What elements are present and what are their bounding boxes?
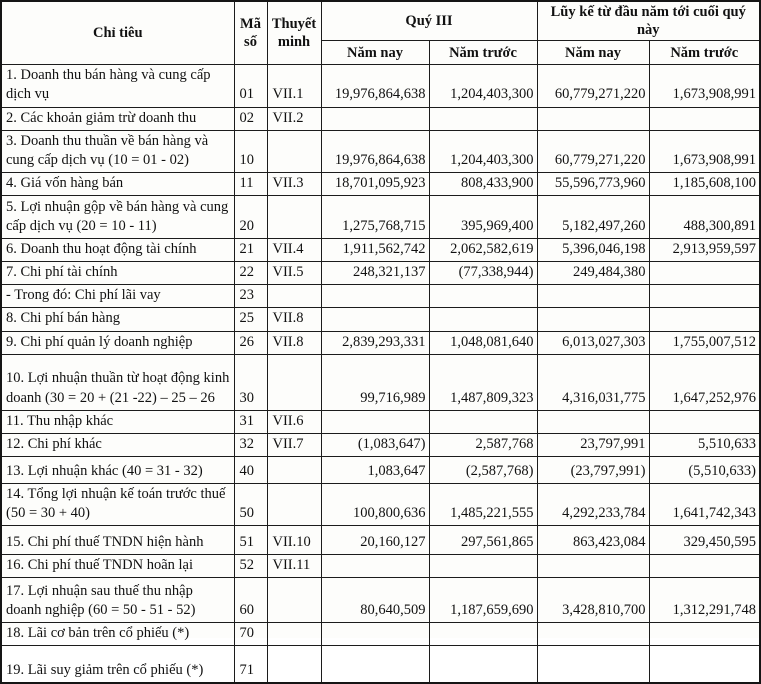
row-note-cell — [267, 196, 321, 239]
row-note-cell: VII.2 — [267, 107, 321, 130]
table-row — [1, 130, 760, 172]
row-note-cell — [267, 623, 321, 646]
row-code-cell: 21 — [234, 239, 267, 262]
ytd-current-year-value-cell: 5,396,046,198 — [537, 239, 649, 262]
ytd-current-year-value-cell: (23,797,991) — [537, 456, 649, 483]
row-code-cell: 30 — [234, 354, 267, 410]
q3-current-year-value-cell: 19,976,864,638 — [321, 65, 429, 107]
ytd-current-year-value-cell: 4,316,031,775 — [537, 354, 649, 410]
header-q3-prior-year: Năm trước — [429, 41, 537, 65]
row-note-cell: VII.3 — [267, 172, 321, 195]
table-row — [1, 196, 760, 239]
row-note-cell — [267, 285, 321, 308]
table-row — [1, 526, 760, 555]
row-label-cell: 12. Chi phí khác — [1, 433, 234, 456]
ytd-current-year-value-cell: 6,013,027,303 — [537, 331, 649, 354]
row-label-cell: 13. Lợi nhuận khác (40 = 31 - 32) — [1, 456, 234, 483]
ytd-prior-year-value-cell: 1,673,908,991 — [649, 65, 760, 107]
ytd-current-year-value-cell — [537, 646, 649, 683]
row-code-cell: 60 — [234, 578, 267, 623]
row-note-cell: VII.8 — [267, 331, 321, 354]
q3-prior-year-value-cell: 297,561,865 — [429, 526, 537, 555]
row-note-cell: VII.4 — [267, 239, 321, 262]
q3-prior-year-value-cell: 1,187,659,690 — [429, 578, 537, 623]
ytd-current-year-value-cell: 60,779,271,220 — [537, 65, 649, 107]
ytd-prior-year-value-cell — [649, 646, 760, 683]
row-code-cell: 71 — [234, 646, 267, 683]
header-ytd-prior-year: Năm trước — [649, 41, 760, 65]
row-label-cell: 18. Lãi cơ bản trên cổ phiếu (*) — [1, 623, 234, 646]
q3-current-year-value-cell: 99,716,989 — [321, 354, 429, 410]
ytd-prior-year-value-cell: 1,673,908,991 — [649, 130, 760, 172]
header-ytd-current-year: Năm nay — [537, 41, 649, 65]
ytd-current-year-value-cell: 5,182,497,260 — [537, 196, 649, 239]
q3-prior-year-value-cell — [429, 285, 537, 308]
ytd-current-year-value-cell — [537, 555, 649, 578]
q3-prior-year-value-cell: 1,485,221,555 — [429, 483, 537, 525]
row-label-cell: 17. Lợi nhuận sau thuế thu nhập doanh nghiệp (60 = 50 - 51 - 52) — [1, 578, 234, 623]
row-note-cell — [267, 578, 321, 623]
row-code-cell: 23 — [234, 285, 267, 308]
q3-prior-year-value-cell: 2,587,768 — [429, 433, 537, 456]
row-label-cell: 11. Thu nhập khác — [1, 410, 234, 433]
ytd-prior-year-value-cell: 1,755,007,512 — [649, 331, 760, 354]
row-label-cell: 5. Lợi nhuận gộp về bán hàng và cung cấp dịch vụ (20 = 10 - 11) — [1, 196, 234, 239]
table-row — [1, 456, 760, 483]
row-code-cell: 40 — [234, 456, 267, 483]
row-label-cell: 4. Giá vốn hàng bán — [1, 172, 234, 195]
ytd-prior-year-value-cell — [649, 308, 760, 331]
table-row — [1, 331, 760, 354]
ytd-prior-year-value-cell: 2,913,959,597 — [649, 239, 760, 262]
ytd-prior-year-value-cell: 329,450,595 — [649, 526, 760, 555]
row-code-cell: 51 — [234, 526, 267, 555]
header-row-groups — [1, 1, 760, 41]
q3-prior-year-value-cell — [429, 623, 537, 646]
q3-prior-year-value-cell: 395,969,400 — [429, 196, 537, 239]
q3-prior-year-value-cell: (77,338,944) — [429, 262, 537, 285]
header-note: Thuyết minh — [267, 1, 321, 65]
ytd-current-year-value-cell: 60,779,271,220 — [537, 130, 649, 172]
ytd-prior-year-value-cell: 1,312,291,748 — [649, 578, 760, 623]
row-label-cell: 16. Chi phí thuế TNDN hoãn lại — [1, 555, 234, 578]
table-row — [1, 354, 760, 410]
row-code-cell: 32 — [234, 433, 267, 456]
header-criteria: Chỉ tiêu — [1, 1, 234, 65]
row-code-cell: 10 — [234, 130, 267, 172]
q3-current-year-value-cell: 1,083,647 — [321, 456, 429, 483]
ytd-current-year-value-cell: 863,423,084 — [537, 526, 649, 555]
q3-current-year-value-cell: 20,160,127 — [321, 526, 429, 555]
ytd-current-year-value-cell: 3,428,810,700 — [537, 578, 649, 623]
q3-prior-year-value-cell: (2,587,768) — [429, 456, 537, 483]
ytd-prior-year-value-cell: 488,300,891 — [649, 196, 760, 239]
q3-current-year-value-cell: 1,275,768,715 — [321, 196, 429, 239]
ytd-prior-year-value-cell: 1,641,742,343 — [649, 483, 760, 525]
row-label-cell: 2. Các khoản giảm trừ doanh thu — [1, 107, 234, 130]
ytd-prior-year-value-cell: 1,185,608,100 — [649, 172, 760, 195]
row-note-cell — [267, 483, 321, 525]
ytd-current-year-value-cell: 249,484,380 — [537, 262, 649, 285]
row-label-cell: 9. Chi phí quản lý doanh nghiệp — [1, 331, 234, 354]
row-code-cell: 26 — [234, 331, 267, 354]
row-label-cell: 8. Chi phí bán hàng — [1, 308, 234, 331]
ytd-current-year-value-cell — [537, 308, 649, 331]
ytd-current-year-value-cell: 23,797,991 — [537, 433, 649, 456]
table-body — [1, 65, 760, 683]
table-header — [1, 1, 760, 65]
ytd-prior-year-value-cell: (5,510,633) — [649, 456, 760, 483]
q3-current-year-value-cell: 100,800,636 — [321, 483, 429, 525]
q3-current-year-value-cell — [321, 285, 429, 308]
q3-prior-year-value-cell — [429, 410, 537, 433]
row-note-cell: VII.7 — [267, 433, 321, 456]
q3-prior-year-value-cell: 1,204,403,300 — [429, 65, 537, 107]
row-label-cell: 10. Lợi nhuận thuần từ hoạt động kinh doanh (30 = 20 + (21 -22) – 25 – 26 — [1, 354, 234, 410]
header-q3-current-year: Năm nay — [321, 41, 429, 65]
ytd-prior-year-value-cell — [649, 410, 760, 433]
table-row — [1, 285, 760, 308]
row-note-cell: VII.6 — [267, 410, 321, 433]
row-note-cell: VII.11 — [267, 555, 321, 578]
row-label-cell: 7. Chi phí tài chính — [1, 262, 234, 285]
q3-current-year-value-cell: 18,701,095,923 — [321, 172, 429, 195]
row-label-cell: 15. Chi phí thuế TNDN hiện hành — [1, 526, 234, 555]
ytd-current-year-value-cell — [537, 410, 649, 433]
row-note-cell: VII.5 — [267, 262, 321, 285]
ytd-current-year-value-cell — [537, 623, 649, 646]
row-note-cell — [267, 130, 321, 172]
q3-current-year-value-cell — [321, 107, 429, 130]
row-label-cell: 19. Lãi suy giảm trên cổ phiếu (*) — [1, 646, 234, 683]
table-row — [1, 172, 760, 195]
header-code: Mã số — [234, 1, 267, 65]
row-code-cell: 52 — [234, 555, 267, 578]
table-row — [1, 623, 760, 646]
q3-current-year-value-cell: (1,083,647) — [321, 433, 429, 456]
row-note-cell — [267, 456, 321, 483]
q3-current-year-value-cell: 19,976,864,638 — [321, 130, 429, 172]
table-row — [1, 433, 760, 456]
row-note-cell: VII.1 — [267, 65, 321, 107]
row-code-cell: 02 — [234, 107, 267, 130]
ytd-prior-year-value-cell — [649, 555, 760, 578]
table-row — [1, 65, 760, 107]
q3-prior-year-value-cell: 1,204,403,300 — [429, 130, 537, 172]
q3-prior-year-value-cell — [429, 107, 537, 130]
q3-current-year-value-cell: 248,321,137 — [321, 262, 429, 285]
ytd-prior-year-value-cell — [649, 285, 760, 308]
row-code-cell: 22 — [234, 262, 267, 285]
ytd-current-year-value-cell — [537, 107, 649, 130]
q3-current-year-value-cell: 1,911,562,742 — [321, 239, 429, 262]
row-label-cell: 14. Tổng lợi nhuận kế toán trước thuế (50 = 30 + 40) — [1, 483, 234, 525]
table-row — [1, 646, 760, 683]
table-row — [1, 107, 760, 130]
q3-prior-year-value-cell: 1,048,081,640 — [429, 331, 537, 354]
q3-prior-year-value-cell — [429, 646, 537, 683]
q3-current-year-value-cell — [321, 410, 429, 433]
q3-current-year-value-cell — [321, 646, 429, 683]
q3-current-year-value-cell: 80,640,509 — [321, 578, 429, 623]
row-note-cell — [267, 646, 321, 683]
q3-current-year-value-cell: 2,839,293,331 — [321, 331, 429, 354]
ytd-current-year-value-cell: 55,596,773,960 — [537, 172, 649, 195]
table-row — [1, 239, 760, 262]
row-code-cell: 01 — [234, 65, 267, 107]
row-label-cell: 3. Doanh thu thuần về bán hàng và cung cấp dịch vụ (10 = 01 - 02) — [1, 130, 234, 172]
row-code-cell: 11 — [234, 172, 267, 195]
table-row — [1, 262, 760, 285]
row-note-cell — [267, 354, 321, 410]
ytd-prior-year-value-cell: 5,510,633 — [649, 433, 760, 456]
row-code-cell: 20 — [234, 196, 267, 239]
table-row — [1, 578, 760, 623]
header-ytd-group: Lũy kế từ đầu năm tới cuối quý này — [537, 1, 760, 41]
q3-prior-year-value-cell — [429, 555, 537, 578]
row-note-cell: VII.8 — [267, 308, 321, 331]
table-row — [1, 410, 760, 433]
table-row — [1, 555, 760, 578]
ytd-prior-year-value-cell — [649, 107, 760, 130]
table-row — [1, 483, 760, 525]
header-quarter3-group: Quý III — [321, 1, 537, 41]
q3-prior-year-value-cell — [429, 308, 537, 331]
q3-current-year-value-cell — [321, 555, 429, 578]
row-code-cell: 31 — [234, 410, 267, 433]
row-code-cell: 25 — [234, 308, 267, 331]
ytd-current-year-value-cell — [537, 285, 649, 308]
ytd-current-year-value-cell: 4,292,233,784 — [537, 483, 649, 525]
q3-prior-year-value-cell: 1,487,809,323 — [429, 354, 537, 410]
table-row — [1, 308, 760, 331]
ytd-prior-year-value-cell: 1,647,252,976 — [649, 354, 760, 410]
row-label-cell: - Trong đó: Chi phí lãi vay — [1, 285, 234, 308]
row-label-cell: 6. Doanh thu hoạt động tài chính — [1, 239, 234, 262]
row-code-cell: 50 — [234, 483, 267, 525]
ytd-prior-year-value-cell — [649, 623, 760, 646]
q3-prior-year-value-cell: 808,433,900 — [429, 172, 537, 195]
q3-current-year-value-cell — [321, 623, 429, 646]
q3-current-year-value-cell — [321, 308, 429, 331]
row-note-cell: VII.10 — [267, 526, 321, 555]
row-label-cell: 1. Doanh thu bán hàng và cung cấp dịch vụ — [1, 65, 234, 107]
row-code-cell: 70 — [234, 623, 267, 646]
ytd-prior-year-value-cell — [649, 262, 760, 285]
q3-prior-year-value-cell: 2,062,582,619 — [429, 239, 537, 262]
